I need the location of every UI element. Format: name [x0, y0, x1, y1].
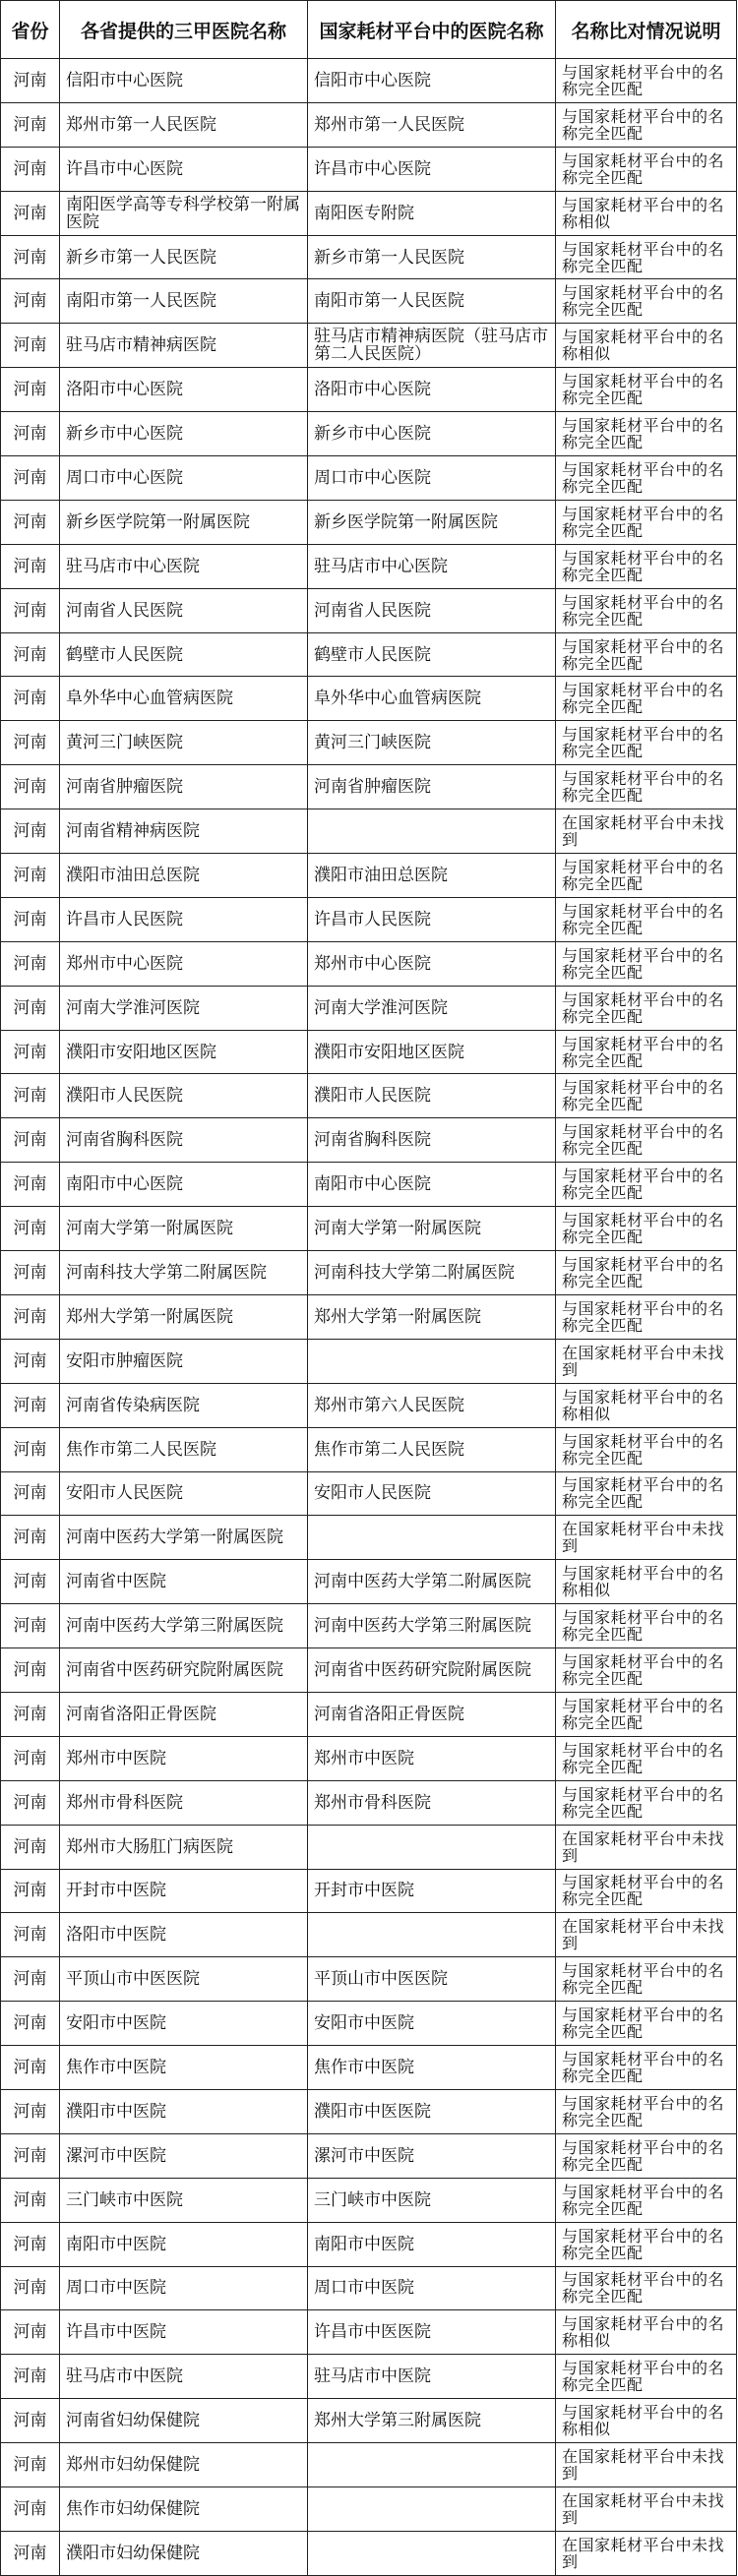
cell-provided-name: 周口市中医院: [60, 2266, 308, 2310]
table-row: [1, 1339, 737, 1383]
cell-comparison-note: 与国家耗材平台中的名称完全匹配: [556, 500, 737, 544]
cell-provided-name: 许昌市中心医院: [60, 147, 308, 191]
cell-comparison-note: 与国家耗材平台中的名称完全匹配: [556, 986, 737, 1030]
cell-comparison-note: 与国家耗材平台中的名称完全匹配: [556, 2002, 737, 2046]
cell-comparison-note: 与国家耗材平台中的名称完全匹配: [556, 1869, 737, 1913]
cell-province: 河南: [1, 1913, 60, 1957]
cell-comparison-note: 与国家耗材平台中的名称完全匹配: [556, 2046, 737, 2090]
cell-comparison-note: 与国家耗材平台中的名称完全匹配: [556, 102, 737, 147]
cell-province: 河南: [1, 1692, 60, 1736]
cell-province: 河南: [1, 1780, 60, 1825]
cell-platform-name: 郑州市中心医院: [308, 941, 556, 986]
table-header: [1, 1, 737, 59]
cell-comparison-note: 与国家耗材平台中的名称完全匹配: [556, 1207, 737, 1251]
cell-comparison-note: 与国家耗材平台中的名称相似: [556, 2310, 737, 2355]
table-row: [1, 59, 737, 103]
table-row: [1, 1913, 737, 1957]
table-row: [1, 2355, 737, 2399]
cell-platform-name: 河南省中医药研究院附属医院: [308, 1648, 556, 1693]
cell-platform-name: 郑州市第六人民医院: [308, 1383, 556, 1427]
cell-province: 河南: [1, 1648, 60, 1693]
header-row: [1, 1, 737, 59]
cell-comparison-note: 与国家耗材平台中的名称相似: [556, 191, 737, 235]
cell-province: 河南: [1, 765, 60, 809]
cell-platform-name: [308, 1339, 556, 1383]
cell-platform-name: 安阳市中医院: [308, 2002, 556, 2046]
table-row: [1, 765, 737, 809]
table-row: [1, 1383, 737, 1427]
table-row: [1, 1692, 737, 1736]
cell-comparison-note: 在国家耗材平台中未找到: [556, 1825, 737, 1869]
cell-comparison-note: 与国家耗材平台中的名称完全匹配: [556, 2089, 737, 2133]
table-row: [1, 412, 737, 456]
cell-provided-name: 河南省妇幼保健院: [60, 2399, 308, 2443]
cell-province: 河南: [1, 544, 60, 588]
table-row: [1, 2046, 737, 2090]
cell-provided-name: 洛阳市中心医院: [60, 368, 308, 412]
cell-comparison-note: 与国家耗材平台中的名称相似: [556, 324, 737, 368]
cell-province: 河南: [1, 456, 60, 501]
cell-comparison-note: 与国家耗材平台中的名称完全匹配: [556, 59, 737, 103]
cell-province: 河南: [1, 2222, 60, 2266]
cell-platform-name: 许昌市中心医院: [308, 147, 556, 191]
cell-provided-name: 河南科技大学第二附属医院: [60, 1251, 308, 1295]
cell-provided-name: 安阳市人民医院: [60, 1471, 308, 1516]
cell-provided-name: 河南省精神病医院: [60, 809, 308, 854]
cell-platform-name: 许昌市人民医院: [308, 897, 556, 941]
cell-platform-name: 安阳市人民医院: [308, 1471, 556, 1516]
cell-provided-name: 焦作市第二人民医院: [60, 1427, 308, 1471]
cell-platform-name: 河南大学淮河医院: [308, 986, 556, 1030]
cell-comparison-note: 与国家耗材平台中的名称完全匹配: [556, 897, 737, 941]
cell-province: 河南: [1, 500, 60, 544]
cell-provided-name: 安阳市中医院: [60, 2002, 308, 2046]
cell-province: 河南: [1, 986, 60, 1030]
header-comparison-note: 名称比对情况说明: [556, 1, 737, 59]
table-row: [1, 1163, 737, 1207]
cell-platform-name: 河南省洛阳正骨医院: [308, 1692, 556, 1736]
cell-comparison-note: 在国家耗材平台中未找到: [556, 2531, 737, 2575]
cell-province: 河南: [1, 59, 60, 103]
cell-platform-name: 河南省人民医院: [308, 588, 556, 632]
cell-platform-name: [308, 809, 556, 854]
cell-platform-name: 河南中医药大学第三附属医院: [308, 1604, 556, 1648]
cell-province: 河南: [1, 102, 60, 147]
cell-provided-name: 洛阳市中医院: [60, 1913, 308, 1957]
cell-province: 河南: [1, 235, 60, 279]
cell-platform-name: 河南中医药大学第二附属医院: [308, 1560, 556, 1604]
cell-platform-name: 南阳市中心医院: [308, 1163, 556, 1207]
cell-platform-name: 河南科技大学第二附属医院: [308, 1251, 556, 1295]
cell-platform-name: 驻马店市中心医院: [308, 544, 556, 588]
cell-provided-name: 河南省胸科医院: [60, 1118, 308, 1163]
cell-provided-name: 三门峡市中医院: [60, 2178, 308, 2222]
cell-comparison-note: 与国家耗材平台中的名称完全匹配: [556, 2355, 737, 2399]
cell-province: 河南: [1, 588, 60, 632]
cell-province: 河南: [1, 1074, 60, 1118]
cell-comparison-note: 在国家耗材平台中未找到: [556, 2486, 737, 2531]
cell-province: 河南: [1, 2089, 60, 2133]
table-row: [1, 1560, 737, 1604]
cell-provided-name: 信阳市中心医院: [60, 59, 308, 103]
table-row: [1, 456, 737, 501]
table-row: [1, 1251, 737, 1295]
cell-province: 河南: [1, 1251, 60, 1295]
cell-province: 河南: [1, 1869, 60, 1913]
table-row: [1, 986, 737, 1030]
cell-platform-name: 许昌市中医医院: [308, 2310, 556, 2355]
cell-comparison-note: 与国家耗材平台中的名称完全匹配: [556, 1118, 737, 1163]
table-row: [1, 500, 737, 544]
table-row: [1, 897, 737, 941]
cell-platform-name: 驻马店市精神病医院（驻马店市第二人民医院）: [308, 324, 556, 368]
cell-provided-name: 焦作市妇幼保健院: [60, 2486, 308, 2531]
table-row: [1, 941, 737, 986]
table-row: [1, 102, 737, 147]
header-provided-name: 各省提供的三甲医院名称: [60, 1, 308, 59]
cell-province: 河南: [1, 1736, 60, 1780]
table-row: [1, 632, 737, 677]
cell-provided-name: 河南中医药大学第一附属医院: [60, 1516, 308, 1560]
cell-platform-name: [308, 2486, 556, 2531]
cell-comparison-note: 与国家耗材平台中的名称完全匹配: [556, 1736, 737, 1780]
cell-comparison-note: 在国家耗材平台中未找到: [556, 809, 737, 854]
cell-platform-name: 郑州市骨科医院: [308, 1780, 556, 1825]
cell-province: 河南: [1, 2002, 60, 2046]
cell-province: 河南: [1, 1427, 60, 1471]
cell-comparison-note: 在国家耗材平台中未找到: [556, 1913, 737, 1957]
cell-province: 河南: [1, 1294, 60, 1339]
cell-comparison-note: 与国家耗材平台中的名称完全匹配: [556, 1692, 737, 1736]
cell-platform-name: 信阳市中心医院: [308, 59, 556, 103]
cell-comparison-note: 与国家耗材平台中的名称完全匹配: [556, 854, 737, 898]
cell-platform-name: 黄河三门峡医院: [308, 721, 556, 765]
cell-comparison-note: 与国家耗材平台中的名称完全匹配: [556, 544, 737, 588]
cell-comparison-note: 与国家耗材平台中的名称完全匹配: [556, 147, 737, 191]
cell-comparison-note: 与国家耗材平台中的名称完全匹配: [556, 279, 737, 324]
cell-comparison-note: 与国家耗材平台中的名称完全匹配: [556, 1957, 737, 2002]
table-row: [1, 721, 737, 765]
cell-comparison-note: 与国家耗材平台中的名称完全匹配: [556, 2133, 737, 2178]
cell-province: 河南: [1, 677, 60, 721]
table-row: [1, 2531, 737, 2575]
table-row: [1, 235, 737, 279]
cell-provided-name: 新乡市中心医院: [60, 412, 308, 456]
cell-province: 河南: [1, 1383, 60, 1427]
cell-platform-name: 河南省胸科医院: [308, 1118, 556, 1163]
cell-provided-name: 濮阳市人民医院: [60, 1074, 308, 1118]
cell-provided-name: 郑州市骨科医院: [60, 1780, 308, 1825]
cell-provided-name: 驻马店市中心医院: [60, 544, 308, 588]
cell-comparison-note: 与国家耗材平台中的名称完全匹配: [556, 632, 737, 677]
cell-provided-name: 河南省中医院: [60, 1560, 308, 1604]
cell-platform-name: [308, 1825, 556, 1869]
cell-platform-name: [308, 1516, 556, 1560]
cell-comparison-note: 与国家耗材平台中的名称完全匹配: [556, 1471, 737, 1516]
table-row: [1, 2133, 737, 2178]
cell-comparison-note: 与国家耗材平台中的名称完全匹配: [556, 1648, 737, 1693]
cell-provided-name: 河南省传染病医院: [60, 1383, 308, 1427]
cell-provided-name: 新乡市第一人民医院: [60, 235, 308, 279]
cell-platform-name: 漯河市中医院: [308, 2133, 556, 2178]
cell-comparison-note: 与国家耗材平台中的名称完全匹配: [556, 412, 737, 456]
cell-province: 河南: [1, 1163, 60, 1207]
cell-platform-name: 濮阳市人民医院: [308, 1074, 556, 1118]
cell-provided-name: 濮阳市安阳地区医院: [60, 1030, 308, 1074]
cell-platform-name: 焦作市第二人民医院: [308, 1427, 556, 1471]
cell-provided-name: 河南省中医药研究院附属医院: [60, 1648, 308, 1693]
table-row: [1, 1604, 737, 1648]
cell-province: 河南: [1, 897, 60, 941]
cell-province: 河南: [1, 1604, 60, 1648]
cell-province: 河南: [1, 1957, 60, 2002]
cell-provided-name: 郑州市妇幼保健院: [60, 2443, 308, 2487]
cell-comparison-note: 与国家耗材平台中的名称完全匹配: [556, 1780, 737, 1825]
cell-platform-name: 新乡医学院第一附属医院: [308, 500, 556, 544]
cell-comparison-note: 与国家耗材平台中的名称完全匹配: [556, 765, 737, 809]
cell-comparison-note: 在国家耗材平台中未找到: [556, 2443, 737, 2487]
cell-platform-name: 郑州大学第一附属医院: [308, 1294, 556, 1339]
cell-provided-name: 鹤壁市人民医院: [60, 632, 308, 677]
cell-comparison-note: 与国家耗材平台中的名称相似: [556, 2399, 737, 2443]
cell-province: 河南: [1, 191, 60, 235]
cell-province: 河南: [1, 1560, 60, 1604]
header-province: 省份: [1, 1, 60, 59]
table-row: [1, 1427, 737, 1471]
cell-platform-name: 周口市中心医院: [308, 456, 556, 501]
table-row: [1, 588, 737, 632]
cell-comparison-note: 与国家耗材平台中的名称完全匹配: [556, 2178, 737, 2222]
cell-province: 河南: [1, 2046, 60, 2090]
table-row: [1, 2089, 737, 2133]
table-row: [1, 1207, 737, 1251]
cell-provided-name: 焦作市中医院: [60, 2046, 308, 2090]
cell-provided-name: 河南大学第一附属医院: [60, 1207, 308, 1251]
cell-provided-name: 漯河市中医院: [60, 2133, 308, 2178]
cell-provided-name: 郑州市中医院: [60, 1736, 308, 1780]
cell-platform-name: 平顶山市中医医院: [308, 1957, 556, 2002]
table-row: [1, 1825, 737, 1869]
cell-comparison-note: 与国家耗材平台中的名称完全匹配: [556, 456, 737, 501]
cell-platform-name: 阜外华中心血管病医院: [308, 677, 556, 721]
cell-provided-name: 驻马店市精神病医院: [60, 324, 308, 368]
table-row: [1, 1030, 737, 1074]
cell-provided-name: 平顶山市中医医院: [60, 1957, 308, 2002]
cell-provided-name: 郑州市第一人民医院: [60, 102, 308, 147]
cell-platform-name: 三门峡市中医院: [308, 2178, 556, 2222]
cell-province: 河南: [1, 1030, 60, 1074]
table-row: [1, 1294, 737, 1339]
cell-provided-name: 南阳医学高等专科学校第一附属医院: [60, 191, 308, 235]
cell-province: 河南: [1, 1118, 60, 1163]
cell-platform-name: 濮阳市安阳地区医院: [308, 1030, 556, 1074]
cell-comparison-note: 与国家耗材平台中的名称完全匹配: [556, 368, 737, 412]
table-row: [1, 2486, 737, 2531]
table-row: [1, 809, 737, 854]
table-row: [1, 1516, 737, 1560]
cell-provided-name: 濮阳市油田总医院: [60, 854, 308, 898]
cell-province: 河南: [1, 2133, 60, 2178]
cell-provided-name: 许昌市中医院: [60, 2310, 308, 2355]
cell-comparison-note: 在国家耗材平台中未找到: [556, 1339, 737, 1383]
cell-comparison-note: 与国家耗材平台中的名称完全匹配: [556, 235, 737, 279]
cell-platform-name: 周口市中医院: [308, 2266, 556, 2310]
cell-platform-name: 南阳市中医院: [308, 2222, 556, 2266]
cell-province: 河南: [1, 1471, 60, 1516]
cell-comparison-note: 与国家耗材平台中的名称完全匹配: [556, 721, 737, 765]
table-row: [1, 368, 737, 412]
cell-provided-name: 河南省肿瘤医院: [60, 765, 308, 809]
cell-platform-name: 河南省肿瘤医院: [308, 765, 556, 809]
cell-provided-name: 南阳市中心医院: [60, 1163, 308, 1207]
cell-provided-name: 南阳市中医院: [60, 2222, 308, 2266]
cell-platform-name: 郑州大学第三附属医院: [308, 2399, 556, 2443]
table-row: [1, 279, 737, 324]
cell-province: 河南: [1, 721, 60, 765]
cell-provided-name: 河南省人民医院: [60, 588, 308, 632]
table-row: [1, 677, 737, 721]
cell-province: 河南: [1, 368, 60, 412]
table-row: [1, 2310, 737, 2355]
table-body: [1, 59, 737, 2576]
cell-platform-name: [308, 1913, 556, 1957]
cell-comparison-note: 与国家耗材平台中的名称完全匹配: [556, 941, 737, 986]
cell-platform-name: [308, 2443, 556, 2487]
cell-provided-name: 周口市中心医院: [60, 456, 308, 501]
cell-provided-name: 黄河三门峡医院: [60, 721, 308, 765]
cell-platform-name: 新乡市中心医院: [308, 412, 556, 456]
cell-province: 河南: [1, 2310, 60, 2355]
cell-provided-name: 濮阳市妇幼保健院: [60, 2531, 308, 2575]
cell-platform-name: [308, 2531, 556, 2575]
cell-province: 河南: [1, 1339, 60, 1383]
cell-platform-name: 南阳医专附院: [308, 191, 556, 235]
cell-platform-name: 郑州市第一人民医院: [308, 102, 556, 147]
cell-platform-name: 濮阳市中医医院: [308, 2089, 556, 2133]
cell-platform-name: 洛阳市中心医院: [308, 368, 556, 412]
cell-provided-name: 新乡医学院第一附属医院: [60, 500, 308, 544]
cell-provided-name: 河南大学淮河医院: [60, 986, 308, 1030]
cell-provided-name: 安阳市肿瘤医院: [60, 1339, 308, 1383]
cell-province: 河南: [1, 2266, 60, 2310]
cell-provided-name: 濮阳市中医院: [60, 2089, 308, 2133]
cell-province: 河南: [1, 2486, 60, 2531]
table-row: [1, 1869, 737, 1913]
cell-platform-name: 开封市中医院: [308, 1869, 556, 1913]
cell-provided-name: 郑州市中心医院: [60, 941, 308, 986]
cell-platform-name: 南阳市第一人民医院: [308, 279, 556, 324]
cell-comparison-note: 与国家耗材平台中的名称完全匹配: [556, 2266, 737, 2310]
cell-platform-name: 新乡市第一人民医院: [308, 235, 556, 279]
cell-province: 河南: [1, 2355, 60, 2399]
cell-comparison-note: 与国家耗材平台中的名称完全匹配: [556, 1294, 737, 1339]
cell-province: 河南: [1, 1825, 60, 1869]
cell-platform-name: 鹤壁市人民医院: [308, 632, 556, 677]
table-row: [1, 1957, 737, 2002]
table-row: [1, 147, 737, 191]
cell-provided-name: 郑州大学第一附属医院: [60, 1294, 308, 1339]
cell-province: 河南: [1, 1207, 60, 1251]
table-row: [1, 1074, 737, 1118]
cell-province: 河南: [1, 279, 60, 324]
cell-provided-name: 阜外华中心血管病医院: [60, 677, 308, 721]
cell-comparison-note: 与国家耗材平台中的名称完全匹配: [556, 1251, 737, 1295]
table-row: [1, 544, 737, 588]
cell-platform-name: 焦作市中医院: [308, 2046, 556, 2090]
cell-comparison-note: 与国家耗材平台中的名称完全匹配: [556, 1074, 737, 1118]
cell-province: 河南: [1, 2178, 60, 2222]
cell-provided-name: 驻马店市中医院: [60, 2355, 308, 2399]
cell-comparison-note: 与国家耗材平台中的名称完全匹配: [556, 2222, 737, 2266]
cell-province: 河南: [1, 2531, 60, 2575]
cell-comparison-note: 在国家耗材平台中未找到: [556, 1516, 737, 1560]
table-row: [1, 1471, 737, 1516]
table-row: [1, 191, 737, 235]
table-row: [1, 1648, 737, 1693]
cell-provided-name: 南阳市第一人民医院: [60, 279, 308, 324]
cell-province: 河南: [1, 1516, 60, 1560]
table-row: [1, 1780, 737, 1825]
cell-comparison-note: 与国家耗材平台中的名称完全匹配: [556, 1030, 737, 1074]
cell-province: 河南: [1, 324, 60, 368]
cell-comparison-note: 与国家耗材平台中的名称完全匹配: [556, 1163, 737, 1207]
table-row: [1, 2222, 737, 2266]
cell-province: 河南: [1, 854, 60, 898]
table-row: [1, 2266, 737, 2310]
table-row: [1, 2178, 737, 2222]
cell-platform-name: 河南大学第一附属医院: [308, 1207, 556, 1251]
table-row: [1, 854, 737, 898]
table-row: [1, 2399, 737, 2443]
cell-province: 河南: [1, 941, 60, 986]
cell-comparison-note: 与国家耗材平台中的名称相似: [556, 1560, 737, 1604]
cell-province: 河南: [1, 2399, 60, 2443]
table-row: [1, 2443, 737, 2487]
cell-comparison-note: 与国家耗材平台中的名称完全匹配: [556, 588, 737, 632]
table-row: [1, 1118, 737, 1163]
cell-comparison-note: 与国家耗材平台中的名称完全匹配: [556, 677, 737, 721]
cell-province: 河南: [1, 809, 60, 854]
cell-province: 河南: [1, 632, 60, 677]
cell-province: 河南: [1, 147, 60, 191]
cell-provided-name: 郑州市大肠肛门病医院: [60, 1825, 308, 1869]
cell-provided-name: 河南中医药大学第三附属医院: [60, 1604, 308, 1648]
cell-province: 河南: [1, 412, 60, 456]
cell-province: 河南: [1, 2443, 60, 2487]
cell-comparison-note: 与国家耗材平台中的名称完全匹配: [556, 1427, 737, 1471]
table-row: [1, 324, 737, 368]
cell-platform-name: 濮阳市油田总医院: [308, 854, 556, 898]
cell-comparison-note: 与国家耗材平台中的名称完全匹配: [556, 1604, 737, 1648]
cell-platform-name: 驻马店市中医院: [308, 2355, 556, 2399]
header-platform-name: 国家耗材平台中的医院名称: [308, 1, 556, 59]
table-row: [1, 1736, 737, 1780]
cell-provided-name: 许昌市人民医院: [60, 897, 308, 941]
cell-comparison-note: 与国家耗材平台中的名称相似: [556, 1383, 737, 1427]
cell-provided-name: 河南省洛阳正骨医院: [60, 1692, 308, 1736]
cell-platform-name: 郑州市中医院: [308, 1736, 556, 1780]
table-row: [1, 2002, 737, 2046]
cell-provided-name: 开封市中医院: [60, 1869, 308, 1913]
